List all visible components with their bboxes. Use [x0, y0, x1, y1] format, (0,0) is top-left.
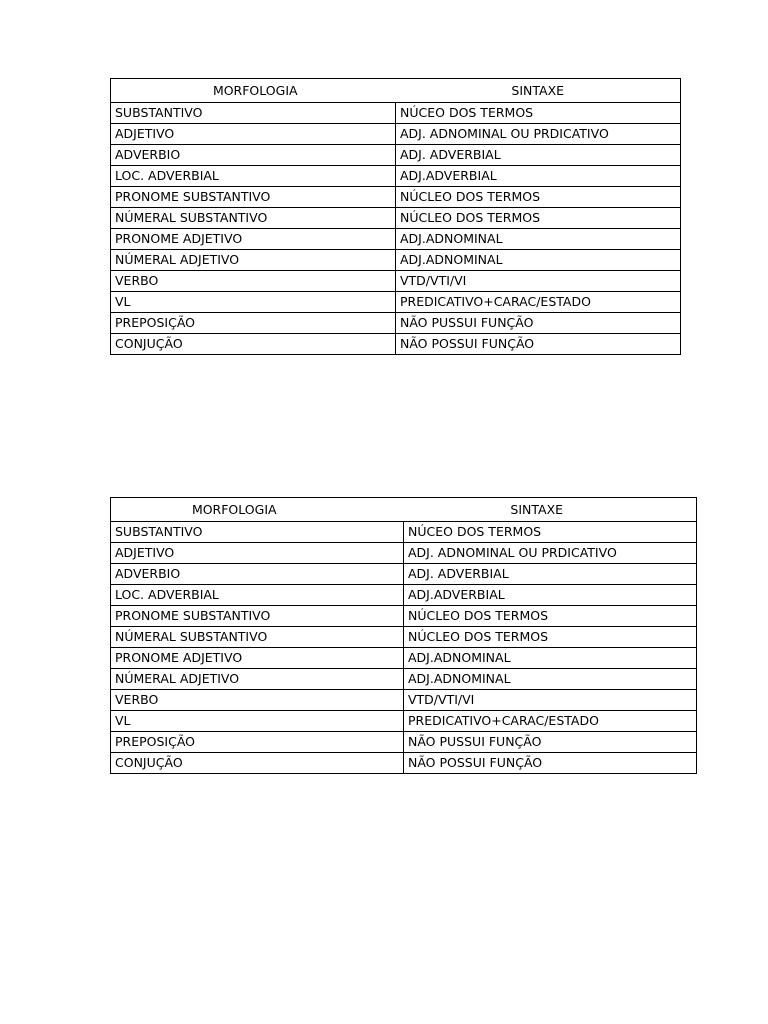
sintaxe-cell: NÃO POSSUI FUNÇÃO	[404, 753, 697, 774]
morfologia-cell: LOC. ADVERBIAL	[111, 585, 404, 606]
morfologia-cell: CONJUÇÃO	[111, 753, 404, 774]
morfologia-cell: ADVERBIO	[111, 564, 404, 585]
morfologia-cell: SUBSTANTIVO	[111, 103, 396, 124]
sintaxe-cell: ADJ. ADVERBIAL	[404, 564, 697, 585]
table-row	[111, 585, 697, 606]
table-row	[111, 648, 697, 669]
sintaxe-cell: VTD/VTI/VI	[404, 690, 697, 711]
morfologia-cell: CONJUÇÃO	[111, 334, 396, 355]
sintaxe-cell: ADJ.ADNOMINAL	[404, 648, 697, 669]
sintaxe-cell: NÃO POSSUI FUNÇÃO	[396, 334, 681, 355]
morfologia-sintaxe-table-1	[110, 78, 681, 355]
table-row	[111, 124, 681, 145]
morfologia-cell: NÚMERAL ADJETIVO	[111, 250, 396, 271]
table-row	[111, 250, 681, 271]
sintaxe-cell: NÚCLEO DOS TERMOS	[404, 627, 697, 648]
morfologia-cell: NÚMERAL SUBSTANTIVO	[111, 627, 404, 648]
table-row	[111, 292, 681, 313]
table-row	[111, 543, 697, 564]
morfologia-cell: VERBO	[111, 690, 404, 711]
table-row	[111, 229, 681, 250]
morfologia-cell: PRONOME ADJETIVO	[111, 229, 396, 250]
sintaxe-cell: NÚCLEO DOS TERMOS	[396, 208, 681, 229]
table-row	[111, 166, 681, 187]
table-header-row	[111, 498, 697, 522]
sintaxe-cell: NÚCEO DOS TERMOS	[396, 103, 681, 124]
table-row	[111, 208, 681, 229]
header-sintaxe: SINTAXE	[396, 79, 681, 103]
table-row	[111, 606, 697, 627]
morfologia-cell: SUBSTANTIVO	[111, 522, 404, 543]
morfologia-cell: ADJETIVO	[111, 124, 396, 145]
sintaxe-cell: NÃO PUSSUI FUNÇÃO	[396, 313, 681, 334]
morfologia-cell: VL	[111, 292, 396, 313]
header-sintaxe: SINTAXE	[404, 498, 697, 522]
sintaxe-cell: NÚCEO DOS TERMOS	[404, 522, 697, 543]
table-row	[111, 564, 697, 585]
morfologia-cell: NÚMERAL SUBSTANTIVO	[111, 208, 396, 229]
table-row	[111, 103, 681, 124]
table-row	[111, 753, 697, 774]
table-row	[111, 334, 681, 355]
sintaxe-cell: ADJ.ADNOMINAL	[396, 250, 681, 271]
table-row	[111, 690, 697, 711]
sintaxe-cell: ADJ. ADVERBIAL	[396, 145, 681, 166]
morfologia-cell: NÚMERAL ADJETIVO	[111, 669, 404, 690]
sintaxe-cell: PREDICATIVO+CARAC/ESTADO	[404, 711, 697, 732]
table-row	[111, 522, 697, 543]
sintaxe-cell: ADJ. ADNOMINAL OU PRDICATIVO	[404, 543, 697, 564]
table-row	[111, 732, 697, 753]
morfologia-cell: VERBO	[111, 271, 396, 292]
sintaxe-cell: ADJ.ADNOMINAL	[404, 669, 697, 690]
sintaxe-cell: NÚCLEO DOS TERMOS	[396, 187, 681, 208]
table-row	[111, 627, 697, 648]
morfologia-cell: PREPOSIÇÃO	[111, 732, 404, 753]
morfologia-cell: PRONOME SUBSTANTIVO	[111, 606, 404, 627]
table-row	[111, 313, 681, 334]
morfologia-cell: PREPOSIÇÃO	[111, 313, 396, 334]
header-morfologia: MORFOLOGIA	[111, 498, 404, 522]
sintaxe-cell: NÃO PUSSUI FUNÇÃO	[404, 732, 697, 753]
sintaxe-cell: ADJ.ADVERBIAL	[404, 585, 697, 606]
sintaxe-cell: ADJ.ADNOMINAL	[396, 229, 681, 250]
table-row	[111, 669, 697, 690]
table-row	[111, 187, 681, 208]
table-row	[111, 145, 681, 166]
morfologia-cell: ADVERBIO	[111, 145, 396, 166]
sintaxe-cell: VTD/VTI/VI	[396, 271, 681, 292]
table-row	[111, 271, 681, 292]
sintaxe-cell: ADJ.ADVERBIAL	[396, 166, 681, 187]
sintaxe-cell: ADJ. ADNOMINAL OU PRDICATIVO	[396, 124, 681, 145]
sintaxe-cell: NÚCLEO DOS TERMOS	[404, 606, 697, 627]
morfologia-sintaxe-table-2	[110, 497, 697, 774]
morfologia-cell: VL	[111, 711, 404, 732]
sintaxe-cell: PREDICATIVO+CARAC/ESTADO	[396, 292, 681, 313]
morfologia-cell: ADJETIVO	[111, 543, 404, 564]
table-header-row	[111, 79, 681, 103]
morfologia-cell: PRONOME SUBSTANTIVO	[111, 187, 396, 208]
header-morfologia: MORFOLOGIA	[111, 79, 396, 103]
morfologia-cell: PRONOME ADJETIVO	[111, 648, 404, 669]
morfologia-cell: LOC. ADVERBIAL	[111, 166, 396, 187]
table-row	[111, 711, 697, 732]
